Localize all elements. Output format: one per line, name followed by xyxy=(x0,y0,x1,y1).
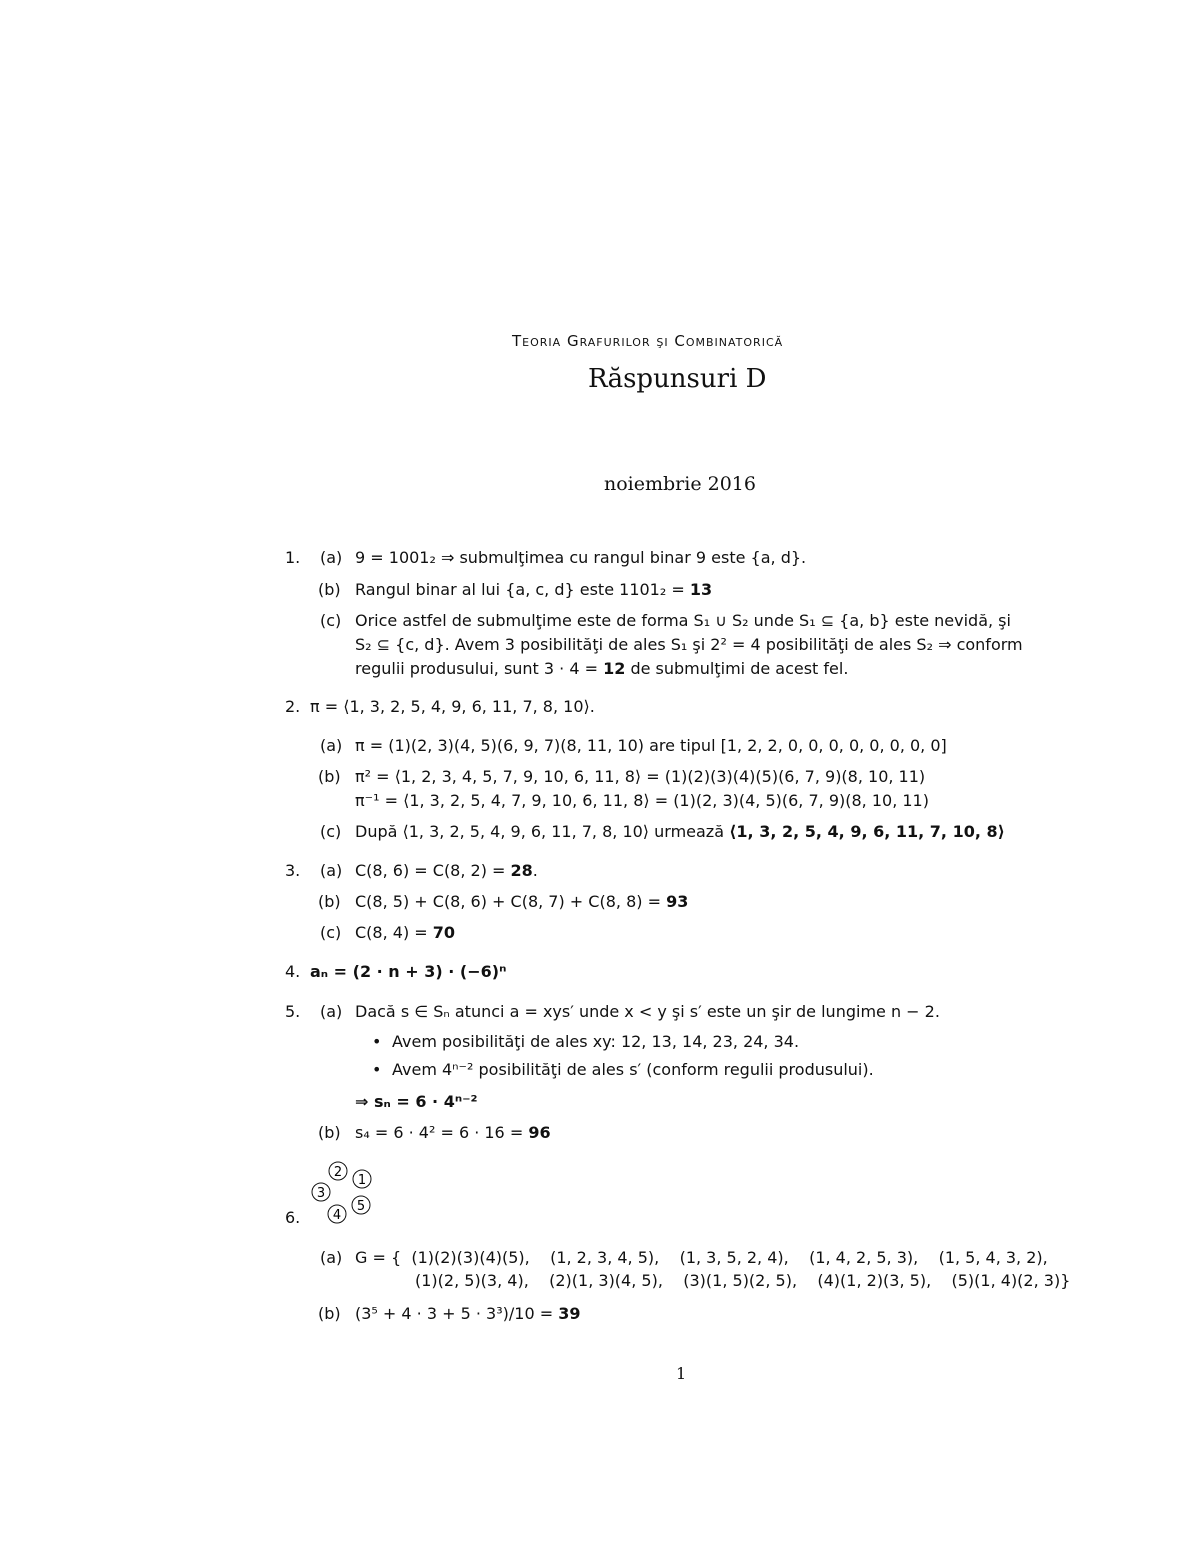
answer-text: Dacă s ∈ Sₙ atunci a = xys′ unde x < y şi s′ este un şir de lungime n − 2. xyxy=(355,1002,940,1021)
answer-value: ⟨1, 3, 2, 5, 4, 9, 6, 11, 7, 10, 8⟩ xyxy=(729,822,1005,841)
subitem-label: (b) xyxy=(318,1304,341,1323)
graph-node-label: 5 xyxy=(356,1199,366,1214)
answer-text: C(8, 4) = 70 xyxy=(355,923,456,942)
answer-text: π² = ⟨1, 2, 3, 4, 5, 7, 9, 10, 6, 11, 8⟩ = (1)(2)(3)(4)(5)(6, 7, 9)(8, 10, 11) xyxy=(355,767,926,786)
item-number: 5. xyxy=(285,1002,301,1021)
answer-value: 70 xyxy=(432,923,456,942)
answer-text: π = ⟨1, 3, 2, 5, 4, 9, 6, 11, 7, 8, 10⟩. xyxy=(310,697,595,716)
answer-text: Rangul binar al lui {a, c, d} este 1101₂ = 13 xyxy=(355,580,713,599)
item-number: 1. xyxy=(285,548,301,567)
bullet-text: Avem posibilităţi de ales xy: 12, 13, 14, 23, 24, 34. xyxy=(392,1032,800,1051)
page-number: 1 xyxy=(676,1364,687,1383)
graph-node-label: 2 xyxy=(333,1165,343,1180)
item-number: 6. xyxy=(285,1208,301,1227)
answer-value: aₙ = (2 · n + 3) · (−6)ⁿ xyxy=(310,962,507,981)
subitem-label: (b) xyxy=(318,580,341,599)
answer-text: regulii produsului, sunt 3 · 4 = 12 de submulţimi de acest fel. xyxy=(355,659,849,678)
answer-text: C(8, 5) + C(8, 6) + C(8, 7) + C(8, 8) = 93 xyxy=(355,892,689,911)
subitem-label: (b) xyxy=(318,767,341,786)
item-number: 2. xyxy=(285,697,301,716)
graph-diagram xyxy=(305,1158,385,1228)
answer-text: S₂ ⊆ {c, d}. Avem 3 posibilităţi de ales S₁ şi 2² = 4 posibilităţi de ales S₂ ⇒ conform xyxy=(355,635,1023,654)
course-title: Teoria Grafurilor şi Combinatorică xyxy=(512,332,784,350)
subitem-label: (c) xyxy=(320,822,342,841)
answer-value: 28 xyxy=(510,861,533,880)
answer-value: 93 xyxy=(666,892,689,911)
subitem-label: (a) xyxy=(320,1002,343,1021)
subitem-label: (a) xyxy=(320,736,343,755)
subitem-label: (a) xyxy=(320,1248,343,1267)
graph-node-label: 4 xyxy=(332,1208,342,1223)
answer-text: Orice astfel de submulţime este de forma S₁ ∪ S₂ unde S₁ ⊆ {a, b} este nevidă, şi xyxy=(355,611,1011,630)
answer-text: π = (1)(2, 3)(4, 5)(6, 9, 7)(8, 11, 10) are tipul [1, 2, 2, 0, 0, 0, 0, 0, 0, 0, 0] xyxy=(355,736,947,755)
subitem-label: (c) xyxy=(320,923,342,942)
item-number: 4. xyxy=(285,962,301,981)
subitem-label: (b) xyxy=(318,1123,341,1142)
answer-text: (3⁵ + 4 · 3 + 5 · 3³)/10 = 39 xyxy=(355,1304,581,1323)
answer-value: 12 xyxy=(603,659,626,678)
bullet-text: Avem 4ⁿ⁻² posibilităţi de ales s′ (conform regulii produsului). xyxy=(392,1060,874,1079)
bullet-icon: • xyxy=(372,1032,382,1051)
graph-node-label: 3 xyxy=(316,1186,326,1201)
answer-text: 9 = 1001₂ ⇒ submulţimea cu rangul binar 9 este {a, d}. xyxy=(355,548,807,567)
answer-value: 96 xyxy=(528,1123,551,1142)
subitem-label: (a) xyxy=(320,548,343,567)
page-title: Răspunsuri D xyxy=(588,364,767,394)
answer-text: G = { (1)(2)(3)(4)(5), (1, 2, 3, 4, 5), (1, 3, 5, 2, 4), (1, 4, 2, 5, 3), (1, 5, 4, 3, 2), xyxy=(355,1248,1048,1267)
answer-text: (1)(2, 5)(3, 4), (2)(1, 3)(4, 5), (3)(1, 5)(2, 5), (4)(1, 2)(3, 5), (5)(1, 4)(2, 3)} xyxy=(415,1271,1071,1290)
date: noiembrie 2016 xyxy=(604,473,756,495)
answer-value: 39 xyxy=(558,1304,581,1323)
answer-text: s₄ = 6 · 4² = 6 · 16 = 96 xyxy=(355,1123,551,1142)
subitem-label: (c) xyxy=(320,611,342,630)
subitem-label: (b) xyxy=(318,892,341,911)
item-number: 3. xyxy=(285,861,301,880)
answer-text xyxy=(310,962,506,981)
subitem-label: (a) xyxy=(320,861,343,880)
answer-text: π⁻¹ = ⟨1, 3, 2, 5, 4, 7, 9, 10, 6, 11, 8⟩ = (1)(2, 3)(4, 5)(6, 7, 9)(8, 10, 11) xyxy=(355,791,929,810)
graph-node-label: 1 xyxy=(357,1173,367,1188)
answer-value: 13 xyxy=(689,580,713,599)
answer-text: C(8, 6) = C(8, 2) = 28. xyxy=(355,861,538,880)
bullet-icon: • xyxy=(372,1060,382,1079)
conclusion: ⇒ sₙ = 6 · 4ⁿ⁻² xyxy=(355,1092,478,1111)
answer-text: După ⟨1, 3, 2, 5, 4, 9, 6, 11, 7, 8, 10⟩ urmează ⟨1, 3, 2, 5, 4, 9, 6, 11, 7, 10, 8⟩ xyxy=(355,822,1005,841)
